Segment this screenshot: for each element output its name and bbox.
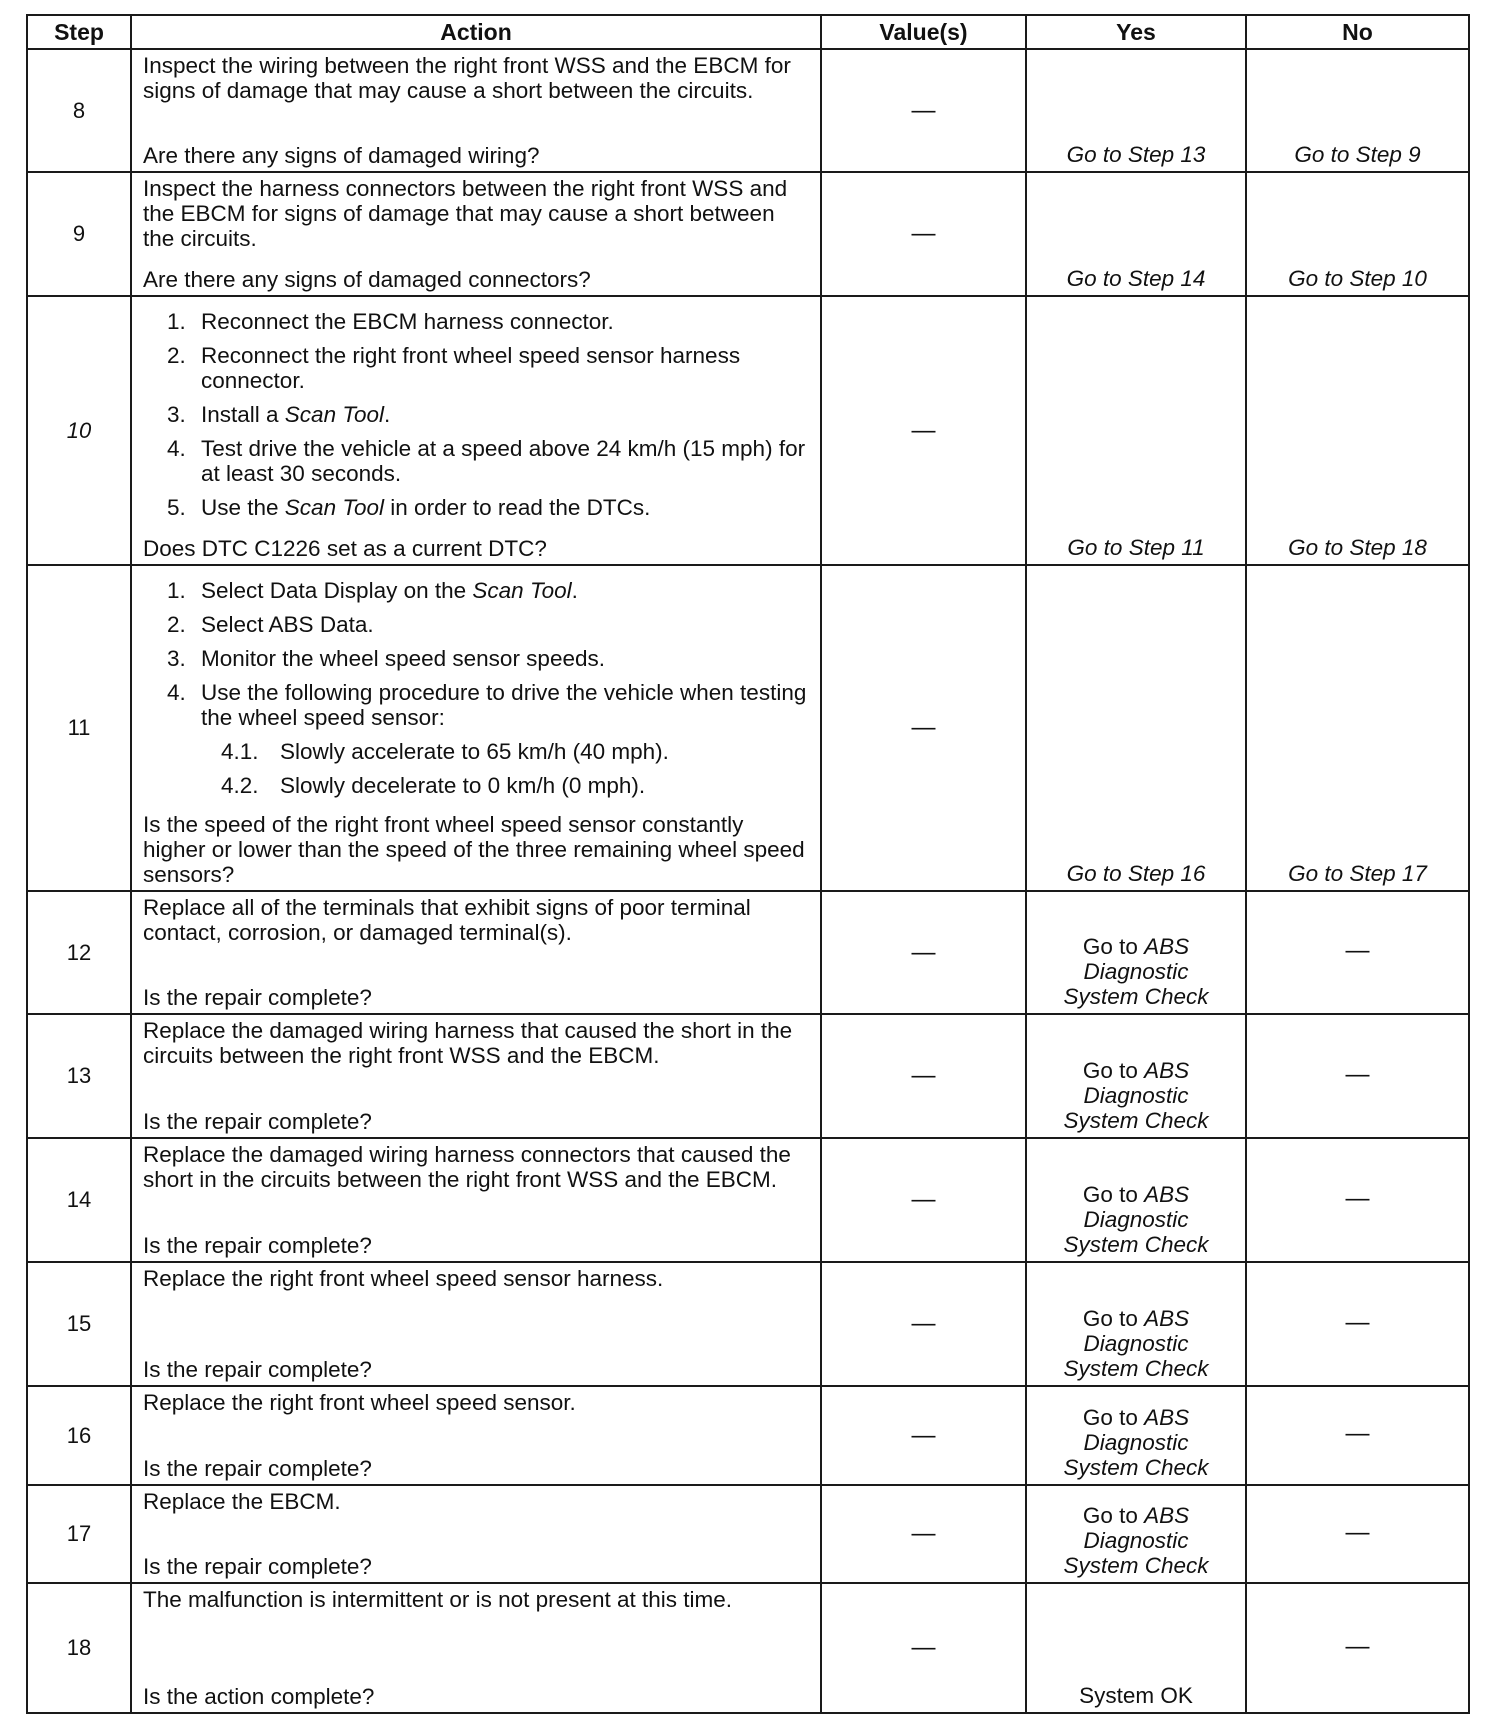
yes-abs-check-link[interactable]: Go to ABS Diagnostic System Check xyxy=(1026,1262,1246,1386)
action-question: Is the repair complete? xyxy=(143,985,372,1010)
no-link[interactable]: Go to Step 17 xyxy=(1246,565,1469,891)
value-dash: — xyxy=(821,49,1026,172)
value-dash: — xyxy=(821,1138,1026,1262)
action-cell xyxy=(131,1014,821,1138)
step-number: 15 xyxy=(27,1262,131,1386)
no-dash: — xyxy=(1246,1262,1469,1386)
header-values: Value(s) xyxy=(821,15,1026,49)
step-number: 8 xyxy=(27,49,131,172)
action-cell xyxy=(131,1583,821,1713)
list-item: 2. Reconnect the right front wheel speed sensor harness connector. xyxy=(167,343,741,393)
no-dash: — xyxy=(1246,1138,1469,1262)
yes-abs-check-link[interactable]: Go to ABS Diagnostic System Check xyxy=(1026,1138,1246,1262)
procedure-list xyxy=(143,578,812,798)
header-row xyxy=(27,15,1469,49)
step-number: 18 xyxy=(27,1583,131,1713)
yes-link[interactable]: Go to Step 16 xyxy=(1026,565,1246,891)
value-dash: — xyxy=(821,891,1026,1014)
action-cell xyxy=(131,296,821,565)
step-number: 12 xyxy=(27,891,131,1014)
action-question: Is the repair complete? xyxy=(143,1233,372,1258)
action-description: Inspect the wiring between the right front WSS and the EBCM for signs of damage that may cause a short between the circuits. xyxy=(143,53,791,103)
action-question: Does DTC C1226 set as a current DTC? xyxy=(143,536,547,561)
list-item: 4.1. Slowly accelerate to 65 km/h (40 mph). xyxy=(221,739,669,764)
list-item: 3. Monitor the wheel speed sensor speeds. xyxy=(167,646,605,671)
table-row xyxy=(27,1583,1469,1713)
action-cell xyxy=(131,1262,821,1386)
table-row xyxy=(27,1138,1469,1262)
list-item: 4.2. Slowly decelerate to 0 km/h (0 mph). xyxy=(221,773,646,798)
action-cell xyxy=(131,1138,821,1262)
yes-link[interactable]: Go to Step 14 xyxy=(1026,172,1246,296)
list-item: 4. Test drive the vehicle at a speed above 24 km/h (15 mph) for at least 30 seconds. xyxy=(167,436,806,486)
action-description: Replace all of the terminals that exhibit signs of poor terminal contact, corrosion, or damaged terminal(s). xyxy=(143,895,751,945)
value-dash: — xyxy=(821,296,1026,565)
action-question: Is the repair complete? xyxy=(143,1357,372,1382)
no-dash: — xyxy=(1246,1485,1469,1583)
no-dash: — xyxy=(1246,1583,1469,1713)
step-number: 11 xyxy=(27,565,131,891)
yes-abs-check-link[interactable]: Go to ABS Diagnostic System Check xyxy=(1026,1014,1246,1138)
step-number: 13 xyxy=(27,1014,131,1138)
step-number: 14 xyxy=(27,1138,131,1262)
action-cell xyxy=(131,565,821,891)
header-yes: Yes xyxy=(1026,15,1246,49)
table-row xyxy=(27,296,1469,565)
no-link[interactable]: Go to Step 9 xyxy=(1246,49,1469,172)
action-cell xyxy=(131,172,821,296)
no-dash: — xyxy=(1246,891,1469,1014)
action-cell xyxy=(131,1485,821,1583)
action-cell xyxy=(131,1386,821,1485)
action-question: Is the speed of the right front wheel speed sensor constantly higher or lower than the speed of the three remaining wheel speed sensors? xyxy=(143,812,805,887)
table-row xyxy=(27,1014,1469,1138)
action-question: Is the repair complete? xyxy=(143,1554,372,1579)
action-description: Replace the damaged wiring harness that caused the short in the circuits between the right front WSS and the EBCM. xyxy=(143,1018,793,1068)
table-row xyxy=(27,49,1469,172)
action-description: The malfunction is intermittent or is not present at this time. xyxy=(143,1587,732,1612)
table-row xyxy=(27,1386,1469,1485)
value-dash: — xyxy=(821,1386,1026,1485)
yes-abs-check-link[interactable]: Go to ABS Diagnostic System Check xyxy=(1026,1485,1246,1583)
diagnostic-table xyxy=(26,14,1470,1714)
table-row xyxy=(27,1262,1469,1386)
table-row xyxy=(27,565,1469,891)
table-row xyxy=(27,1485,1469,1583)
no-dash: — xyxy=(1246,1386,1469,1485)
no-link[interactable]: Go to Step 18 xyxy=(1246,296,1469,565)
header-step: Step xyxy=(27,15,131,49)
yes-link[interactable]: Go to Step 11 xyxy=(1026,296,1246,565)
value-dash: — xyxy=(821,1014,1026,1138)
yes-system-ok[interactable]: System OK xyxy=(1026,1583,1246,1713)
value-dash: — xyxy=(821,1583,1026,1713)
action-question: Is the repair complete? xyxy=(143,1456,372,1481)
step-number: 9 xyxy=(27,172,131,296)
action-question: Are there any signs of damaged connectors? xyxy=(143,267,591,292)
list-item: 4. Use the following procedure to drive the vehicle when testing the wheel speed sensor: xyxy=(167,680,807,730)
header-action: Action xyxy=(131,15,821,49)
yes-abs-check-link[interactable]: Go to ABS Diagnostic System Check xyxy=(1026,1386,1246,1485)
step-number: 16 xyxy=(27,1386,131,1485)
no-link[interactable]: Go to Step 10 xyxy=(1246,172,1469,296)
action-question: Is the action complete? xyxy=(143,1684,375,1709)
value-dash: — xyxy=(821,1262,1026,1386)
no-dash: — xyxy=(1246,1014,1469,1138)
action-description: Replace the right front wheel speed sensor harness. xyxy=(143,1266,664,1291)
header-no: No xyxy=(1246,15,1469,49)
action-description: Replace the right front wheel speed sensor. xyxy=(143,1390,576,1415)
procedure-list xyxy=(143,309,812,520)
step-number: 10 xyxy=(27,296,131,565)
table-row xyxy=(27,891,1469,1014)
value-dash: — xyxy=(821,1485,1026,1583)
action-description: Inspect the harness connectors between the right front WSS and the EBCM for signs of damage that may cause a short between the circuits. xyxy=(143,176,788,251)
list-item: 5. Use the Scan Tool in order to read the DTCs. xyxy=(167,495,651,520)
yes-abs-check-link[interactable]: Go to ABS Diagnostic System Check xyxy=(1026,891,1246,1014)
action-description: Replace the EBCM. xyxy=(143,1489,341,1514)
list-item: 1. Select Data Display on the Scan Tool. xyxy=(167,578,578,603)
action-description: Replace the damaged wiring harness connectors that caused the short in the circuits between the right front WSS and the EBCM. xyxy=(143,1142,791,1192)
list-item: 3. Install a Scan Tool. xyxy=(167,402,391,427)
yes-link[interactable]: Go to Step 13 xyxy=(1026,49,1246,172)
action-question: Is the repair complete? xyxy=(143,1109,372,1134)
value-dash: — xyxy=(821,565,1026,891)
value-dash: — xyxy=(821,172,1026,296)
action-cell xyxy=(131,49,821,172)
action-cell xyxy=(131,891,821,1014)
table-row xyxy=(27,172,1469,296)
step-number: 17 xyxy=(27,1485,131,1583)
action-question: Are there any signs of damaged wiring? xyxy=(143,143,540,168)
list-item: 2. Select ABS Data. xyxy=(167,612,374,637)
list-item: 1. Reconnect the EBCM harness connector. xyxy=(167,309,614,334)
